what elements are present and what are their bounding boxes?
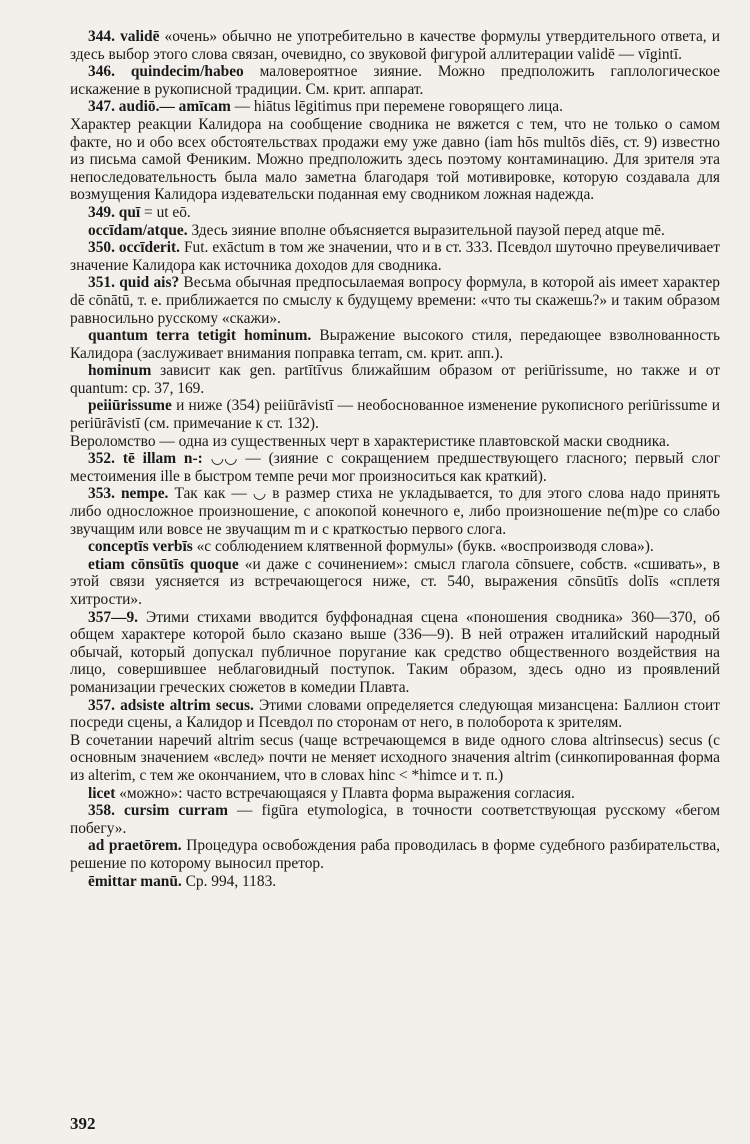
entry-text: «с соблюдением клятвенной формулы» (букв. «воспроизводя слова»). [192,538,654,556]
entry-text: Характер реакции Калидора на сообщение сводника не вяжется с тем, что не только о самом факте, но и обо всех обстоятельствах продажи ему уже давно (iam hōs multōs diēs, ст. 9) известно из письма самой Фениким. Можно предположить здесь поэтому контаминацию. Для зрителя эта непоследовательность была мало заметна благодаря той мотивировке, которую создавала для возмущения Калидора издевательски поданная ему сводником ложная надежда. [70,115,720,204]
commentary-entry [70,28,720,63]
entry-text: В сочетании наречий altrim secus (чаще встречающемся в виде одного слова altrinsecus) secus (с основным значением «вслед» почти не меняет исходного значения altrim (синкопированная форма из alterim, с тем же окончанием, что в словах hinc < *himce и т. п.) [70,731,720,784]
commentary-entry [70,556,720,609]
commentary-entry [70,697,720,732]
entry-lemma: occīdam/atque. [88,221,188,239]
entry-text: «можно»: часто встречающаяся у Плавта форма выражения согласия. [115,784,575,802]
entry-lemma: 349. quī [88,203,141,221]
entry-text: «и даже с сочинением»: смысл глагола cōnsuere, собств. «сшивать», в этой связи уясняется из встречающегося ниже, ст. 540, выражения cōnsūtīs dolīs «сплетя хитрости». [70,555,721,608]
entry-lemma: 347. audiō.— amīcam [88,98,231,116]
commentary-entry [70,433,720,451]
entry-text: Вероломство — одна из существенных черт в характеристике плавтовской маски сводника. [70,432,670,450]
commentary-entry [70,732,720,785]
entry-lemma: conceptīs verbīs [88,538,193,556]
entry-text: Ср. 994, 1183. [181,872,277,890]
commentary-entry [70,609,720,697]
commentary-entry [70,802,720,837]
entry-text: Выражение высокого стиля, передающее взволнованность Калидора (заслуживает внимания поправка terram, см. крит. апп.). [70,327,720,362]
commentary-entry [70,98,720,116]
entry-text: «очень» обычно не употребительно в качестве формулы утвердительного ответа, и здесь выбор этого слова связан, очевидно, со звуковой фигурой аллитерации validē — vīgintī. [70,28,720,63]
commentary-entry [70,327,720,362]
commentary-entry [70,873,720,891]
entry-lemma: 358. cursim curram [88,802,228,820]
entry-text: — hiātus lēgitimus при перемене говорящего лица. [230,98,563,116]
commentary-entry [70,397,720,432]
entry-text: Весьма обычная предпосылаемая вопросу формула, в которой ais имеет характер dē cōnātū, т. е. приближается по смыслу к будущему времени: «что ты скажешь?» и таким образом равносильно русскому «скажи». [70,274,720,327]
entry-lemma: licet [88,784,116,802]
entry-lemma: quantum terra tetigit hominum. [88,327,312,345]
entry-lemma: ad praetōrem. [88,837,182,855]
entry-lemma: ēmittar manū. [88,872,182,890]
entry-lemma: 353. nempe. [88,485,169,503]
commentary-body [70,28,720,890]
commentary-entry [70,538,720,556]
commentary-entry [70,485,720,538]
entry-lemma: 346. quindecim/habeo [88,63,244,81]
entry-lemma: hominum [88,362,152,380]
entry-text: ◡◡ — (зияние с сокращением предшествующего гласного; первый слог местоимения ille в быстром темпе речи мог произноситься как краткий). [70,450,721,485]
entry-text: Этими словами определяется следующая мизансцена: Баллион стоит посреди сцены, а Калидор и Псевдол по сторонам от него, в полоборота к зрителям. [70,696,720,732]
entry-text: и ниже (354) peiiūrāvistī — необоснованное изменение рукописного periūrissume и periūrāvistī (см. примечание к ст. 132). [70,397,720,433]
commentary-entry [70,239,720,274]
commentary-entry [70,785,720,803]
entry-lemma: 350. occīderit. [88,239,181,257]
entry-text: маловероятное зияние. Можно предположить гаплологическое искажение в рукописной традиции. См. крит. аппарат. [70,63,721,98]
commentary-entry [70,362,720,397]
entry-lemma: 344. validē [88,28,160,45]
entry-lemma: 352. tē illam n-: [88,450,203,468]
entry-text: Этими стихами вводится буффонадная сцена «поношения сводника» 360—370, об общем характере которой было сказано выше (336—9). В ней отражен италийский народный обычай, который допускал публичное поругание как средство общественного воздействия на лицо, совершившее неблаговидный поступок. Таким образом, здесь одно из проявлений романизации греческих сюжетов в комедии Плавта. [70,608,720,696]
entry-text: = ut eō. [140,203,191,221]
commentary-entry [70,274,720,327]
entry-lemma: 357—9. [88,608,139,626]
commentary-entry [70,837,720,872]
entry-text: Процедура освобождения раба проводилась в форме судебного разбирательства, решение по которому выносил претор. [70,837,720,872]
commentary-entry [70,204,720,222]
commentary-entry [70,450,720,485]
entry-text: Fut. exāctum в том же значении, что и в ст. 333. Псевдол шуточно преувеличивает значение Калидора как источника доходов для сводника. [70,239,720,274]
entry-lemma: 357. adsiste altrim secus. [88,696,254,714]
page-number: 392 [70,1114,96,1133]
entry-text: зависит как gen. partītīvus ближайшим образом от periūrissume, но также и от quantum: ср. 37, 169. [70,362,720,397]
entry-lemma: 351. quid ais? [88,274,180,292]
entry-lemma: peiiūrissume [88,397,172,415]
commentary-entry [70,116,720,204]
commentary-entry [70,222,720,240]
entry-text: — figūra etymologica, в точности соответствующая русскому «бегом побегу». [70,802,720,837]
entry-text: Так как — ◡ в размер стиха не укладывается, то для этого слова надо принять либо односложное произношение, с апокопой конечного e, либо произношение ne(m)pe со слабо звучащим или вовсе не звучащим m и с краткостью первого слога. [70,485,721,538]
commentary-entry [70,63,720,98]
entry-text: Здесь зияние вполне объясняется выразительной паузой перед atque mē. [187,221,665,239]
entry-lemma: etiam cōnsūtīs quoque [88,555,239,573]
